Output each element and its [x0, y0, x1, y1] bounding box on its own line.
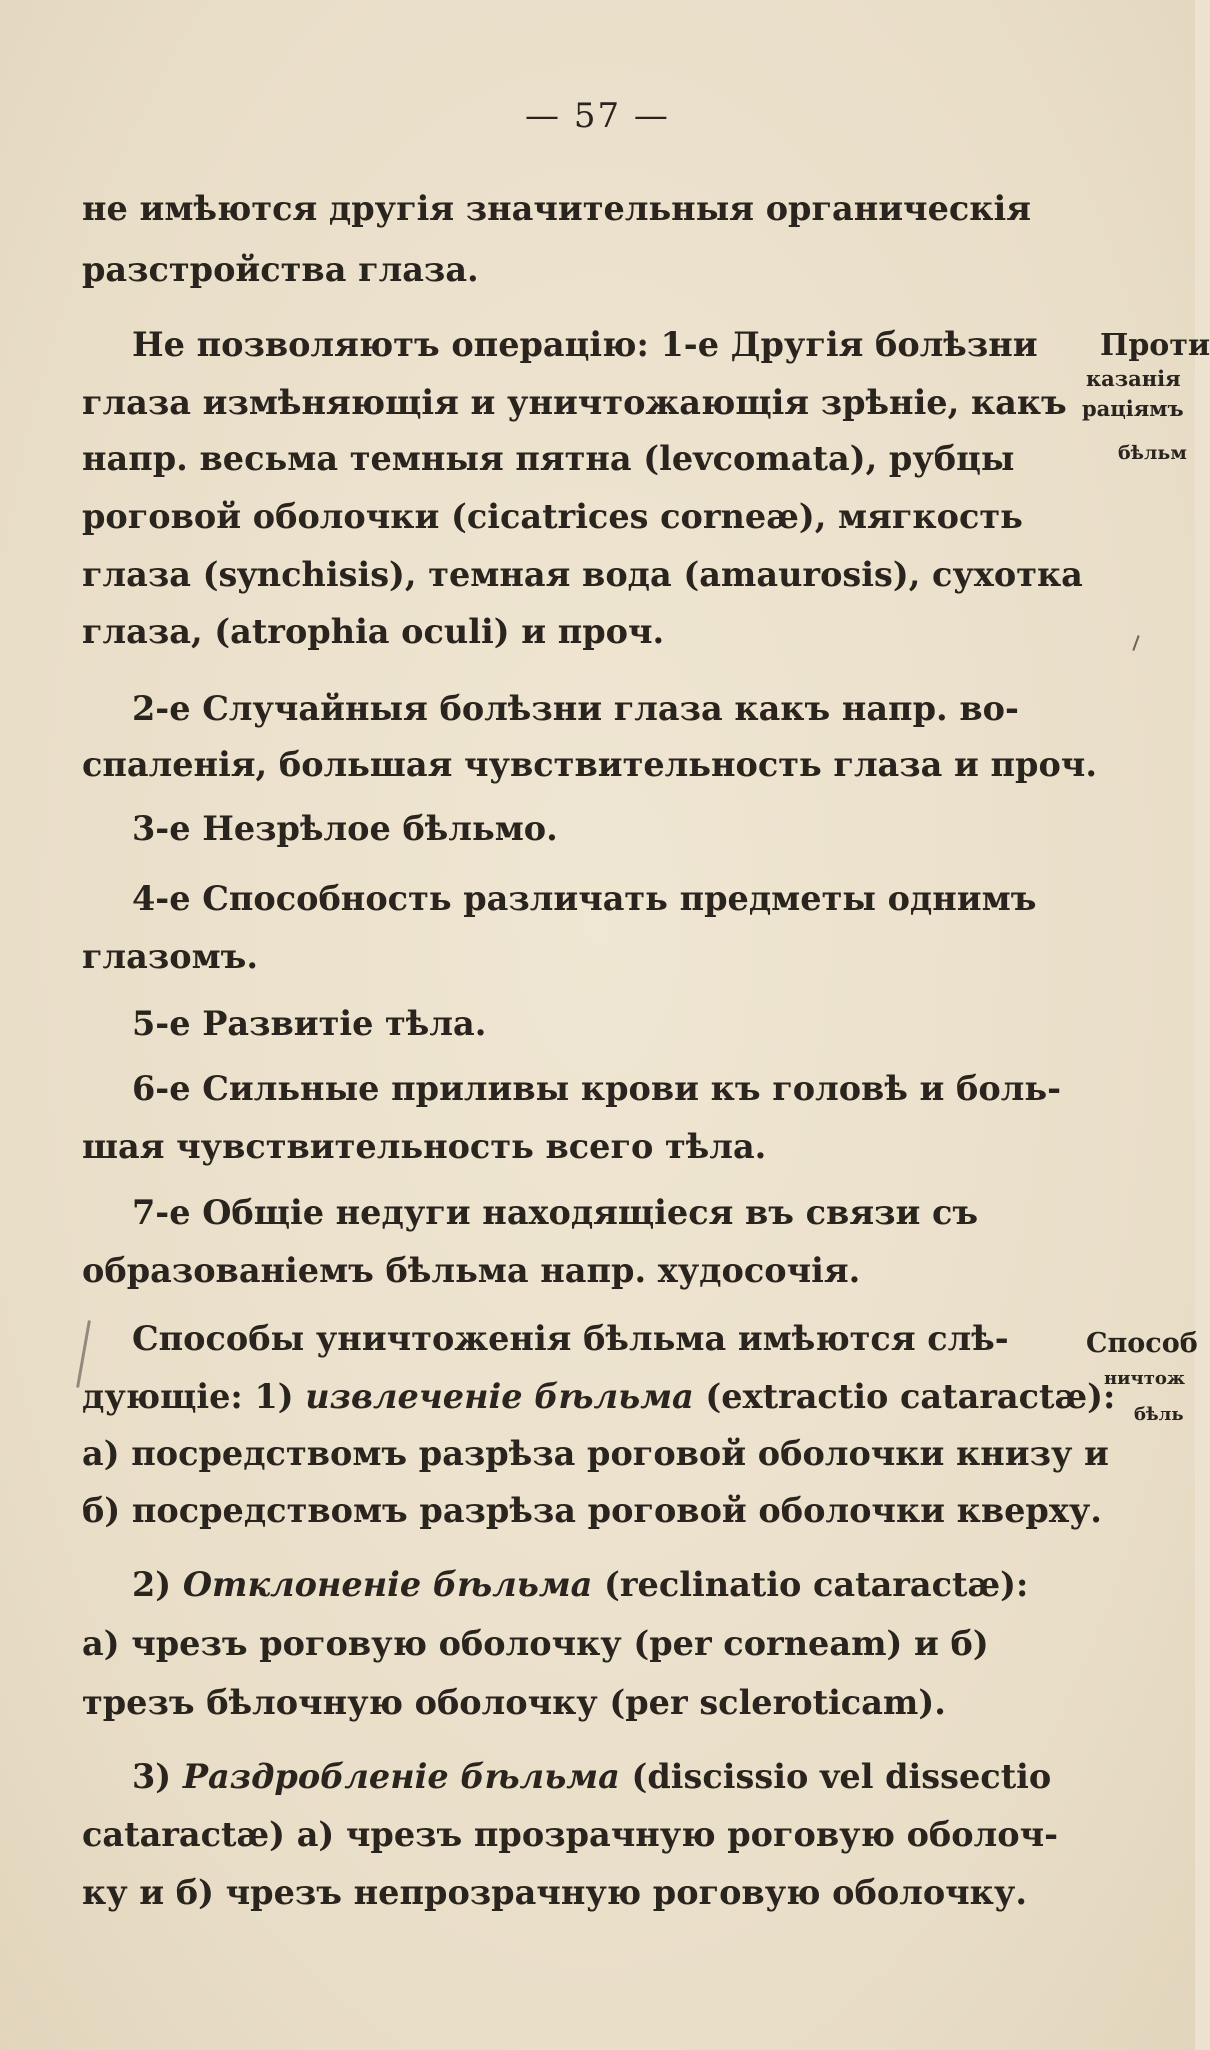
margin-note: Способ: [1086, 1328, 1198, 1359]
margin-note: Проти: [1100, 328, 1210, 363]
margin-note: ничтож: [1104, 1368, 1186, 1389]
text-line: [132, 1565, 1029, 1604]
text-line: а) чрезъ роговую оболочку (per corneam) и б): [82, 1624, 989, 1663]
text-line: 7-е Общіе недуги находящіеся въ связи съ: [132, 1193, 979, 1232]
text-line: разстройства глаза.: [82, 250, 479, 289]
text-line: напр. весьма темныя пятна (levcomata), рубцы: [82, 439, 1015, 478]
text-line: глазомъ.: [82, 937, 259, 976]
text-segment: (extractio cataractæ):: [693, 1377, 1116, 1416]
italic-term: Отклоненіе бѣльма: [182, 1565, 593, 1604]
text-segment: (reclinatio cataractæ):: [592, 1565, 1029, 1604]
text-line: [82, 1377, 1116, 1416]
text-line: спаленія, большая чувствительность глаза и проч.: [82, 745, 1097, 784]
text-line: не имѣются другія значительныя органическія: [82, 189, 1031, 228]
margin-note: бѣльм: [1118, 442, 1187, 464]
text-line: 5-е Развитіе тѣла.: [132, 1004, 487, 1043]
text-line: шая чувствительность всего тѣла.: [82, 1127, 767, 1166]
text-line: роговой оболочки (cicatrices corneæ), мягкость: [82, 497, 1023, 536]
text-line: б) посредствомъ разрѣза роговой оболочки кверху.: [82, 1491, 1102, 1530]
text-line: 6-е Сильные приливы крови къ головѣ и боль-: [132, 1069, 1062, 1108]
margin-note: казанія: [1086, 366, 1181, 391]
text-line: [132, 1757, 1052, 1796]
text-line: Не позволяютъ операцію: 1-е Другія болѣзни: [132, 325, 1038, 364]
text-line: 2-е Случайныя болѣзни глаза какъ напр. во-: [132, 689, 1019, 728]
ink-stroke: [1132, 635, 1139, 651]
text-segment: (discissio vel dissectio: [619, 1757, 1052, 1796]
text-line: 4-е Способность различать предметы однимъ: [132, 879, 1037, 918]
text-line: cataractæ) а) чрезъ прозрачную роговую оболоч-: [82, 1815, 1058, 1854]
text-line: Способы уничтоженія бѣльма имѣются слѣ-: [132, 1319, 1009, 1358]
page-number: — 57 —: [525, 96, 670, 136]
text-line: ку и б) чрезъ непрозрачную роговую оболочку.: [82, 1873, 1027, 1912]
italic-term: извлеченіе бѣльма: [305, 1377, 694, 1416]
text-segment: 2): [132, 1565, 183, 1604]
text-line: 3-е Незрѣлое бѣльмо.: [132, 809, 558, 848]
margin-note: раціямъ: [1082, 396, 1184, 421]
text-line: а) посредствомъ разрѣза роговой оболочки книзу и: [82, 1434, 1109, 1473]
text-segment: дующіе: 1): [82, 1377, 306, 1416]
text-line: глаза (synchisis), темная вода (amaurosis), сухотка: [82, 555, 1083, 594]
text-line: глаза, (atrophia oculi) и проч.: [82, 612, 665, 651]
text-line: глаза измѣняющія и уничтожающія зрѣніе, какъ: [82, 383, 1067, 422]
text-segment: 3): [132, 1757, 183, 1796]
italic-term: Раздробленіе бѣльма: [182, 1757, 620, 1796]
text-line: трезъ бѣлочную оболочку (per scleroticam).: [82, 1683, 946, 1722]
text-line: образованіемъ бѣльма напр. худосочія.: [82, 1251, 861, 1290]
margin-note: бѣль: [1134, 1404, 1184, 1425]
